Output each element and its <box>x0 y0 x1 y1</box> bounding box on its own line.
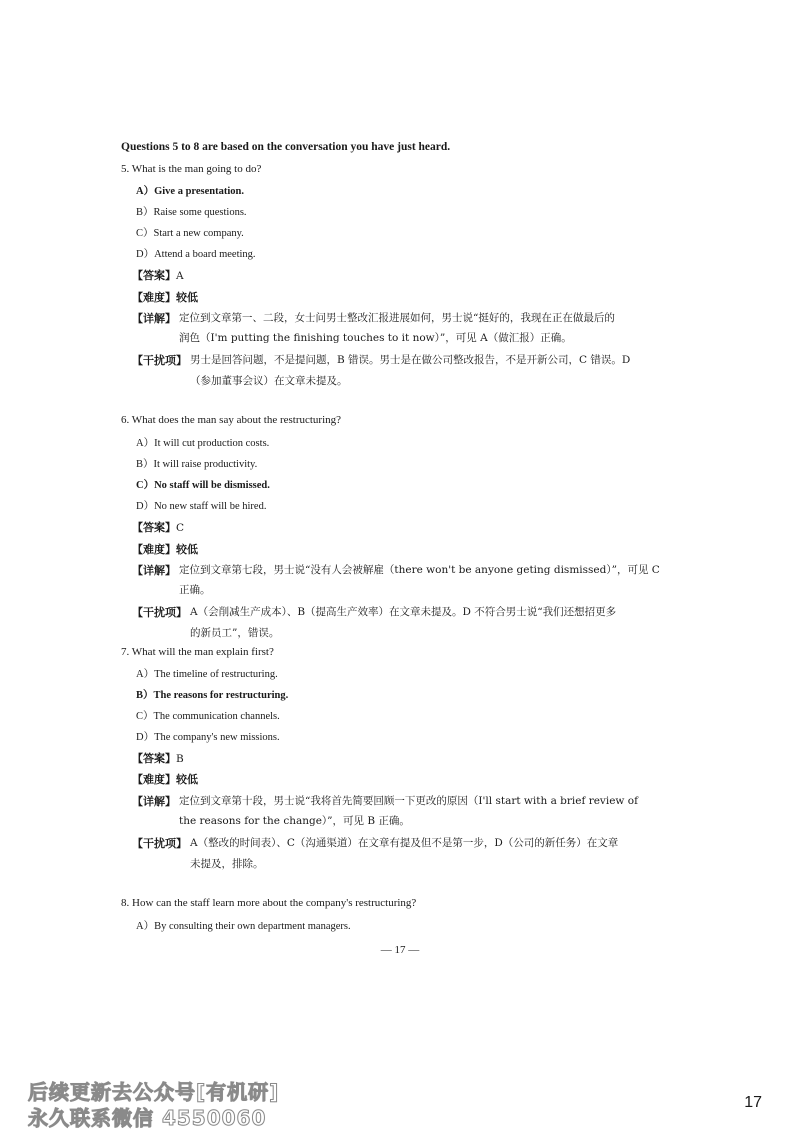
option: D）The company's new missions. <box>136 732 280 743</box>
difficulty-tag: 【难度】较低 <box>132 773 198 786</box>
distractor-tag: 【干扰项】 <box>132 837 187 850</box>
option: C）No staff will be dismissed. <box>136 480 270 491</box>
question-stem: 5. What is the man going to do? <box>121 163 262 175</box>
option: A）By consulting their own department managers. <box>136 921 351 932</box>
detail-text: 定位到文章第十段，男士说“我将首先简要回顾一下更改的原因（I'll start with a brief review of <box>179 795 638 807</box>
detail-tag: 【详解】 <box>132 795 176 808</box>
option: B）It will raise productivity. <box>136 459 258 470</box>
section-heading: Questions 5 to 8 are based on the conversation you have just heard. <box>121 141 451 153</box>
difficulty-tag: 【难度】较低 <box>132 543 198 556</box>
page-footer: — 17 — <box>380 944 420 956</box>
option: A）It will cut production costs. <box>136 438 270 449</box>
option: D）Attend a board meeting. <box>136 249 256 260</box>
distractor-tag: 【干扰项】 <box>132 606 187 619</box>
detail-text: 润色（I'm putting the finishing touches to it now）”，可见 A（做汇报）正确。 <box>179 332 572 344</box>
watermark: 后续更新去公众号[有机研] <box>28 1080 280 1104</box>
detail-text: 正确。 <box>179 584 211 596</box>
distractor-text: A（会削减生产成本）、B（提高生产效率）在文章未提及。D 不符合男士说“我们还想招更多 <box>190 606 617 618</box>
option: A）Give a presentation. <box>136 186 245 197</box>
question-stem: 7. What will the man explain first? <box>121 646 274 658</box>
watermark: 永久联系微信 4550060 <box>28 1106 267 1130</box>
option: B）The reasons for restructuring. <box>136 690 289 701</box>
difficulty-tag: 【难度】较低 <box>132 291 198 304</box>
question-stem: 8. How can the staff learn more about the company's restructuring? <box>121 897 417 909</box>
detail-tag: 【详解】 <box>132 564 176 577</box>
distractor-tag: 【干扰项】 <box>132 354 187 367</box>
option: D）No new staff will be hired. <box>136 501 267 512</box>
distractor-text: （参加董事会议）在文章未提及。 <box>190 375 348 387</box>
distractor-text: 男士是回答问题，不是提问题，B 错误。男士是在做公司整改报告，不是开新公司，C 错误。D <box>190 354 631 366</box>
distractor-text: 未提及，排除。 <box>190 858 264 870</box>
detail-text: 定位到文章第七段，男士说“没有人会被解雇（there won't be anyone geting dismissed）”，可见 C <box>179 564 660 576</box>
answer-tag: 【答案】C <box>132 521 185 534</box>
option: C）The communication channels. <box>136 711 280 722</box>
detail-tag: 【详解】 <box>132 312 176 325</box>
distractor-text: 的新员工”，错误。 <box>190 627 280 639</box>
option: B）Raise some questions. <box>136 207 247 218</box>
question-stem: 6. What does the man say about the restructuring? <box>121 414 342 426</box>
distractor-text: A（整改的时间表）、C（沟通渠道）在文章有提及但不是第一步，D（公司的新任务）在文章 <box>190 837 619 849</box>
page-number: 17 <box>744 1094 762 1111</box>
answer-tag: 【答案】A <box>132 269 184 282</box>
option: A）The timeline of restructuring. <box>136 669 278 680</box>
detail-text: 定位到文章第一、二段，女士问男士整改汇报进展如何，男士说“挺好的，我现在正在做最后的 <box>179 312 615 324</box>
option: C）Start a new company. <box>136 228 244 239</box>
detail-text: the reasons for the change）”，可见 B 正确。 <box>179 815 410 827</box>
answer-tag: 【答案】B <box>132 752 184 765</box>
